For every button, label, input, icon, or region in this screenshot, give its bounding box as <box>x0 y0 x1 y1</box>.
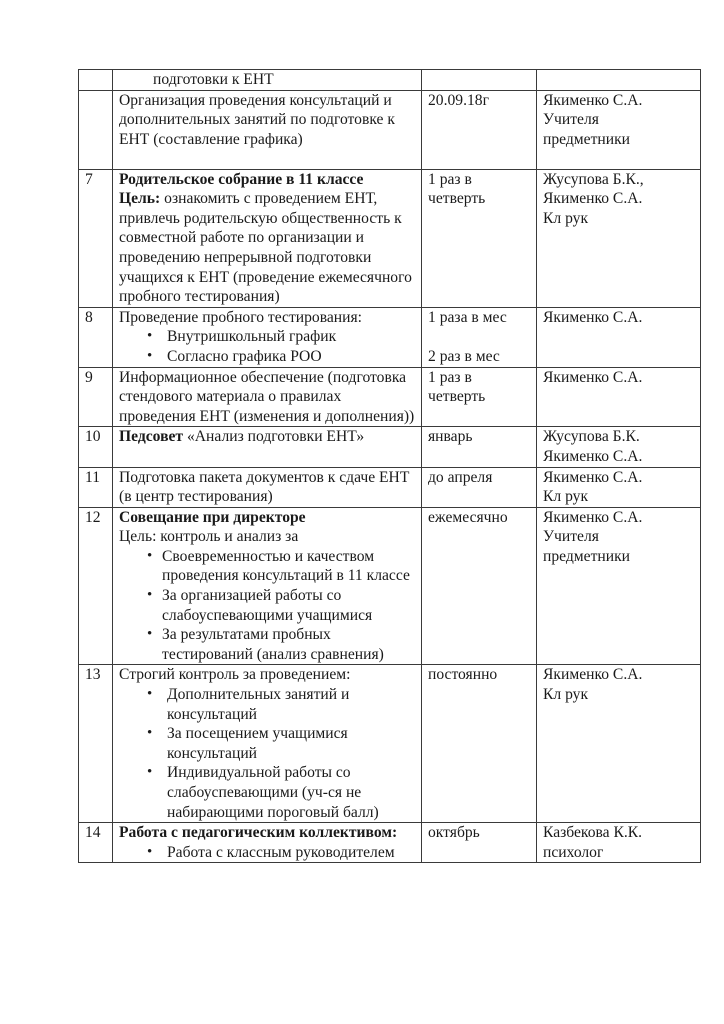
responsible-person: Кл рук <box>543 488 589 506</box>
responsible-person: Учителя <box>543 528 599 546</box>
row-content: Подготовка пакета документов к сдаче ЕНТ (в центр тестирования) <box>113 467 422 507</box>
row-text: Цель: контроль и анализ за <box>119 528 299 546</box>
table-row <box>79 367 701 427</box>
bullet-item: • Индивидуальной работы со слабоуспевающими (уч-ся не набирающими пороговый балл) <box>147 763 417 822</box>
row-text: «Анализ подготовки ЕНТ» <box>183 428 365 446</box>
responsible-person: Казбекова К.К. <box>543 824 643 842</box>
row-content <box>113 665 422 823</box>
bullet-item: • За результатами пробных тестирований (анализ сравнения) <box>147 625 417 664</box>
row-responsible <box>537 427 701 467</box>
row-number: 13 <box>79 665 113 823</box>
row-text: Строгий контроль за проведением: <box>119 666 351 684</box>
row-content <box>113 70 422 91</box>
responsible-person: Якименко С.А. <box>543 666 643 684</box>
row-when: 1 раз в четверть <box>422 367 537 427</box>
row-when: до апреля <box>422 467 537 507</box>
row-responsible <box>537 307 701 367</box>
row-number: 10 <box>79 427 113 467</box>
row-when <box>422 307 537 367</box>
row-responsible <box>537 823 701 863</box>
goal-label: Цель: <box>119 190 161 208</box>
table-row <box>79 70 701 91</box>
table-row <box>79 307 701 367</box>
row-content <box>113 507 422 665</box>
responsible-person: предметники <box>543 547 631 565</box>
table-row <box>79 507 701 665</box>
responsible-person: Якименко С.А. <box>543 308 643 326</box>
bullet-item: • Своевременностью и качеством проведения консультаций в 11 классе <box>147 547 417 586</box>
row-when: октябрь <box>422 823 537 863</box>
responsible-person: Якименко С.А. <box>543 368 643 386</box>
row-responsible <box>537 665 701 823</box>
row-content <box>113 427 422 467</box>
responsible-person: Якименко С.А. <box>543 447 643 465</box>
row-when: 1 раз в четверть <box>422 169 537 307</box>
responsible-person: предметники <box>543 130 631 148</box>
responsible-person: психолог <box>543 843 604 861</box>
table-row <box>79 169 701 307</box>
bullet-item: • Работа с классным руководителем <box>147 843 417 863</box>
row-number: 7 <box>79 169 113 307</box>
row-when: постоянно <box>422 665 537 823</box>
row-when: ежемесячно <box>422 507 537 665</box>
continuation-text: подготовки к ЕНТ <box>153 71 274 88</box>
row-goal <box>119 189 417 307</box>
bullet-item: • Дополнительных занятий и консультаций <box>147 685 417 724</box>
table-row <box>79 90 701 169</box>
row-number <box>79 70 113 91</box>
table-row <box>79 665 701 823</box>
goal-text: ознакомить с проведением ЕНТ, привлечь родительскую общественность к совместной работе по организации и проведению непрерывной подготовки учащихся к ЕНТ (проведение ежемесячного пробного тестирования) <box>119 190 412 306</box>
row-title: Совещание при директоре <box>119 508 306 526</box>
row-number: 8 <box>79 307 113 367</box>
bullet-list <box>119 843 417 863</box>
row-number: 12 <box>79 507 113 665</box>
row-responsible <box>537 90 701 169</box>
table-row <box>79 467 701 507</box>
row-responsible <box>537 70 701 91</box>
responsible-person: Якименко С.А. <box>543 190 643 208</box>
bullet-item: • За организацией работы со слабоуспевающими учащимися <box>147 586 417 625</box>
row-title: Родительское собрание в 11 классе <box>119 170 364 188</box>
table-row <box>79 823 701 863</box>
bullet-list <box>119 327 417 366</box>
row-when: январь <box>422 427 537 467</box>
bullet-item: • Внутришкольный график <box>147 327 417 347</box>
responsible-person: Жусупова Б.К., <box>543 170 644 188</box>
row-responsible <box>537 507 701 665</box>
row-content <box>113 823 422 863</box>
responsible-person: Якименко С.А. <box>543 508 643 526</box>
row-when: 20.09.18г <box>422 90 537 169</box>
when-line: 2 раз в мес <box>428 347 500 365</box>
row-content <box>113 307 422 367</box>
row-content <box>113 169 422 307</box>
responsible-person: Кл рук <box>543 209 589 227</box>
plan-table <box>78 69 701 863</box>
when-line: 1 раза в мес <box>428 308 507 326</box>
row-responsible <box>537 367 701 427</box>
table-row <box>79 427 701 467</box>
bullet-list <box>119 547 417 665</box>
row-number: 14 <box>79 823 113 863</box>
row-content: Информационное обеспечение (подготовка стендового материала о правилах проведения ЕНТ (изменения и дополнения)) <box>113 367 422 427</box>
row-number: 11 <box>79 467 113 507</box>
row-title: Педсовет <box>119 428 184 446</box>
responsible-person: Якименко С.А. <box>543 468 643 486</box>
row-when <box>422 70 537 91</box>
row-responsible <box>537 467 701 507</box>
row-text: Проведение пробного тестирования: <box>119 308 362 326</box>
row-title: Работа с педагогическим коллективом: <box>119 824 398 842</box>
responsible-person: Жусупова Б.К. <box>543 428 640 446</box>
responsible-person: Якименко С.А. <box>543 91 643 109</box>
responsible-person: Учителя <box>543 111 599 129</box>
responsible-person: Кл рук <box>543 686 589 704</box>
bullet-item: • Согласно графика РОО <box>147 347 417 367</box>
row-content: Организация проведения консультаций и дополнительных занятий по подготовке к ЕНТ (составление графика) <box>113 90 422 169</box>
row-number <box>79 90 113 169</box>
row-responsible <box>537 169 701 307</box>
bullet-list <box>119 685 417 822</box>
bullet-item: • За посещением учащимися консультаций <box>147 724 417 763</box>
row-number: 9 <box>79 367 113 427</box>
